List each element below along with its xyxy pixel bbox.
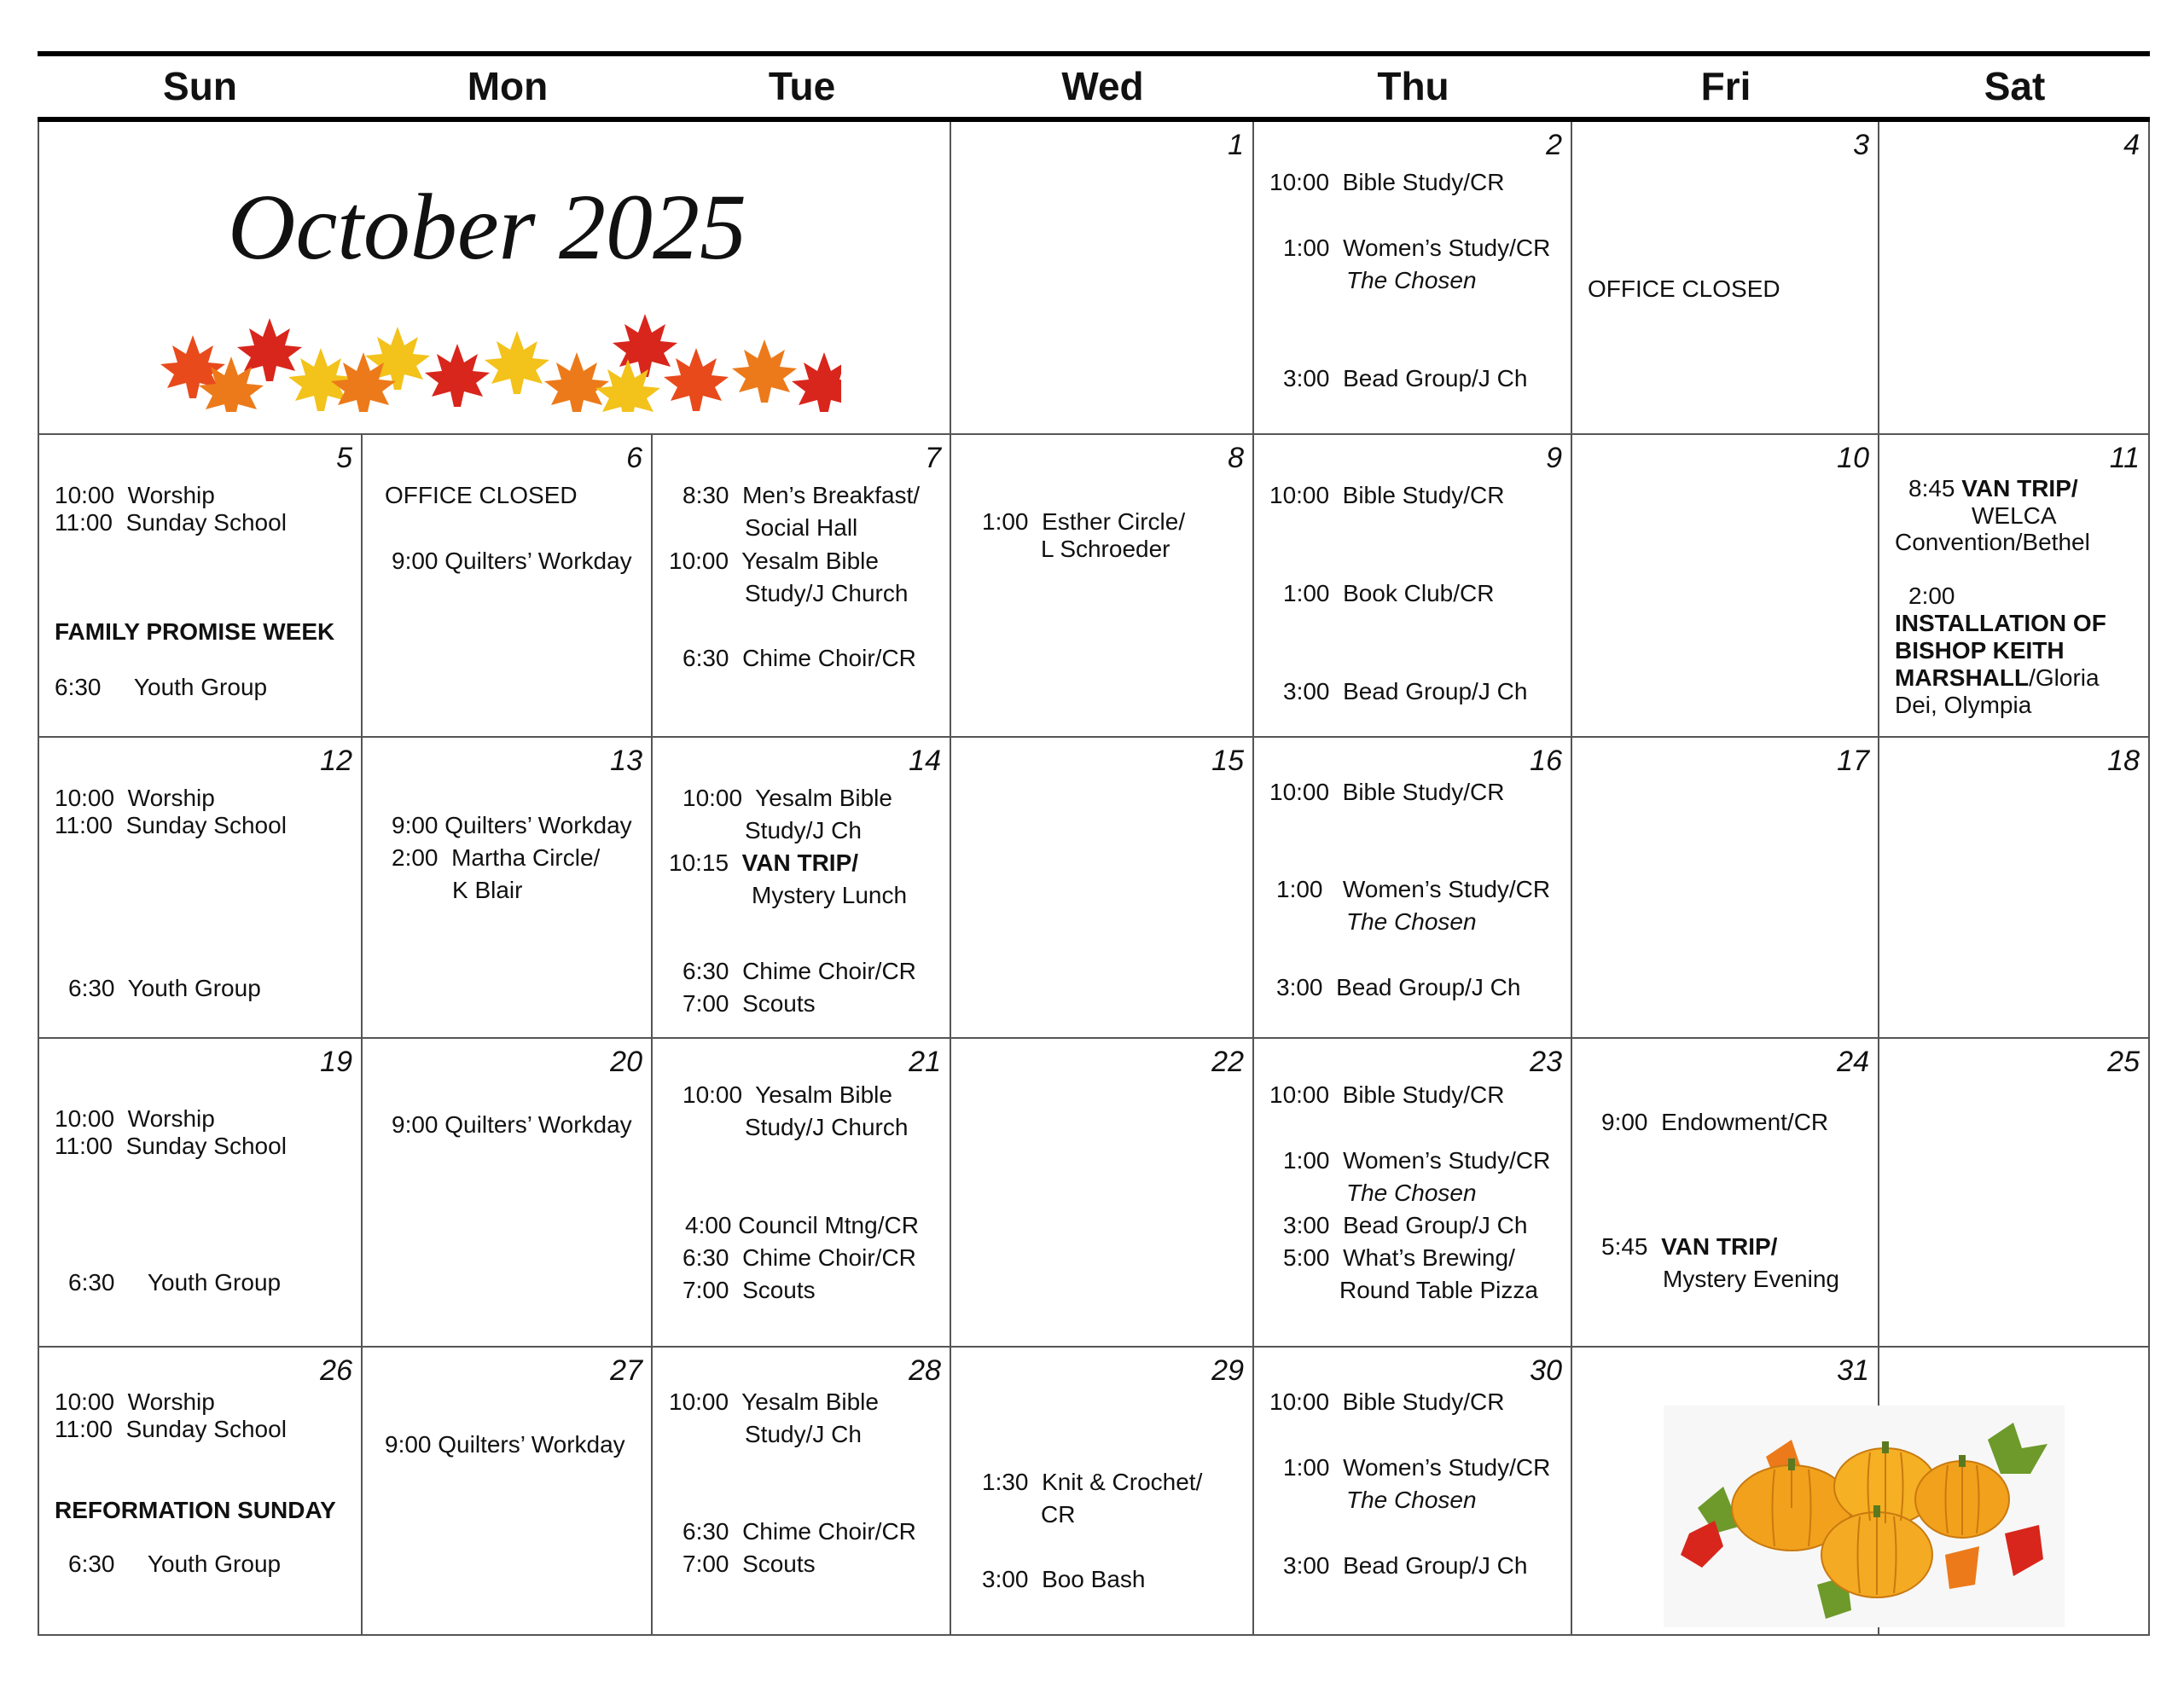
event: 10:00 Bible Study/CR bbox=[1269, 1081, 1505, 1108]
event: 1:00 Book Club/CR bbox=[1283, 580, 1495, 606]
day-number: 17 bbox=[1837, 745, 1869, 777]
event-highlight: BISHOP KEITH bbox=[1895, 637, 2065, 664]
event: 11:00 Sunday School bbox=[55, 509, 287, 536]
event: 3:00 Bead Group/J Ch bbox=[1276, 974, 1521, 1000]
day-number: 19 bbox=[320, 1046, 352, 1078]
event-cont: L Schroeder bbox=[1041, 536, 1170, 562]
event: 9:00 Quilters’ Workday bbox=[392, 1111, 632, 1138]
day-number: 12 bbox=[320, 745, 352, 777]
event: 3:00 Bead Group/J Ch bbox=[1283, 365, 1528, 391]
day-number: 2 bbox=[1546, 129, 1562, 161]
event: 10:00 Worship bbox=[55, 1105, 215, 1132]
event-cont: Study/J Ch bbox=[745, 817, 862, 844]
event: 5:45 VAN TRIP/ bbox=[1601, 1233, 1778, 1260]
weekday-fri: Fri bbox=[1700, 64, 1751, 108]
event: 10:00 Yesalm Bible bbox=[669, 1388, 879, 1415]
day-cell-24[interactable] bbox=[1572, 1039, 1879, 1348]
day-cell-9[interactable] bbox=[1254, 435, 1572, 738]
weekday-sun: Sun bbox=[163, 64, 237, 108]
day-cell-18[interactable] bbox=[1879, 738, 2150, 1039]
title-cell bbox=[38, 122, 951, 435]
day-number: 15 bbox=[1211, 745, 1244, 777]
event: 3:00 Bead Group/J Ch bbox=[1283, 678, 1528, 704]
event: 10:15 VAN TRIP/ bbox=[669, 849, 859, 876]
day-cell-17[interactable] bbox=[1572, 738, 1879, 1039]
event-note: The Chosen bbox=[1346, 908, 1477, 935]
event-highlight: FAMILY PROMISE WEEK bbox=[55, 618, 335, 645]
event: 7:00 Scouts bbox=[682, 1551, 816, 1577]
event: 1:00 Women’s Study/CR bbox=[1283, 1147, 1551, 1174]
event-note: The Chosen bbox=[1346, 1487, 1477, 1513]
day-number: 14 bbox=[909, 745, 941, 777]
day-number: 21 bbox=[909, 1046, 941, 1078]
day-number: 10 bbox=[1837, 442, 1869, 474]
day-number: 29 bbox=[1211, 1354, 1244, 1387]
day-cell-29[interactable] bbox=[951, 1348, 1254, 1636]
day-cell-16[interactable] bbox=[1254, 738, 1572, 1039]
event-cont: Mystery Lunch bbox=[752, 882, 908, 908]
event: 11:00 Sunday School bbox=[55, 1133, 287, 1159]
event-cont: Mystery Evening bbox=[1663, 1266, 1839, 1292]
event-highlight: REFORMATION SUNDAY bbox=[55, 1497, 336, 1523]
event-cont: MARSHALL/Gloria bbox=[1895, 664, 2100, 691]
event: 2:00 bbox=[1908, 583, 1955, 609]
event-cont: Study/J Church bbox=[745, 580, 909, 606]
event: 6:30 Youth Group bbox=[68, 975, 261, 1001]
day-number: 24 bbox=[1837, 1046, 1869, 1078]
weekday-sat: Sat bbox=[1984, 64, 2046, 108]
event-cont: Study/J Church bbox=[745, 1114, 909, 1140]
day-cell-26[interactable] bbox=[38, 1348, 363, 1636]
event-note: The Chosen bbox=[1346, 1180, 1477, 1206]
day-number: 4 bbox=[2123, 129, 2140, 161]
weekday-mon: Mon bbox=[467, 64, 549, 108]
day-number: 6 bbox=[626, 442, 642, 474]
day-cell-1[interactable] bbox=[951, 122, 1254, 435]
event: 7:00 Scouts bbox=[682, 1277, 816, 1303]
day-cell-2[interactable] bbox=[1254, 122, 1572, 435]
day-number: 27 bbox=[610, 1354, 642, 1387]
day-cell-13[interactable] bbox=[363, 738, 653, 1039]
event: 1:00 Women’s Study/CR bbox=[1283, 1454, 1551, 1481]
day-cell-15[interactable] bbox=[951, 738, 1254, 1039]
day-cell-5[interactable] bbox=[38, 435, 363, 738]
day-cell-14[interactable] bbox=[653, 738, 951, 1039]
day-number: 7 bbox=[925, 442, 941, 474]
day-cell-11[interactable] bbox=[1879, 435, 2150, 738]
day-cell-7[interactable] bbox=[653, 435, 951, 738]
day-number: 22 bbox=[1211, 1046, 1244, 1078]
day-cell-10[interactable] bbox=[1572, 435, 1879, 738]
day-cell-21[interactable] bbox=[653, 1039, 951, 1348]
day-cell-4[interactable] bbox=[1879, 122, 2150, 435]
day-number: 3 bbox=[1853, 129, 1869, 161]
day-number: 1 bbox=[1228, 129, 1244, 161]
event: 1:30 Knit & Crochet/ bbox=[982, 1469, 1203, 1495]
maple-leaves-icon bbox=[150, 301, 841, 412]
event: OFFICE CLOSED bbox=[385, 482, 578, 508]
event: 6:30 Youth Group bbox=[68, 1551, 282, 1577]
event: 6:30 Youth Group bbox=[68, 1269, 282, 1296]
event-cont: CR bbox=[1041, 1501, 1076, 1528]
event-cont: Round Table Pizza bbox=[1339, 1277, 1538, 1303]
day-cell-23[interactable] bbox=[1254, 1039, 1572, 1348]
day-cell-20[interactable] bbox=[363, 1039, 653, 1348]
day-number: 23 bbox=[1530, 1046, 1562, 1078]
day-number: 26 bbox=[320, 1354, 352, 1387]
event: 10:00 Yesalm Bible bbox=[682, 1081, 892, 1108]
calendar-title: October 2025 bbox=[228, 175, 746, 279]
day-number: 9 bbox=[1546, 442, 1562, 474]
day-number: 16 bbox=[1530, 745, 1562, 777]
event: 6:30 Chime Choir/CR bbox=[682, 1244, 916, 1271]
day-cell-6[interactable] bbox=[363, 435, 653, 738]
weekday-wed: Wed bbox=[1061, 64, 1144, 108]
day-number: 20 bbox=[610, 1046, 642, 1078]
event: 10:00 Yesalm Bible bbox=[682, 785, 892, 811]
event: 5:00 What’s Brewing/ bbox=[1283, 1244, 1515, 1271]
event-cont: K Blair bbox=[452, 877, 523, 903]
event: 6:30 Chime Choir/CR bbox=[682, 645, 916, 671]
event: 1:00 Women’s Study/CR bbox=[1283, 235, 1551, 261]
event: 10:00 Yesalm Bible bbox=[669, 548, 879, 574]
weekday-header bbox=[38, 56, 2150, 116]
event: 3:00 Bead Group/J Ch bbox=[1283, 1212, 1528, 1238]
day-number: 5 bbox=[336, 442, 352, 474]
event-highlight: INSTALLATION OF bbox=[1895, 610, 2106, 636]
event: 6:30 Youth Group bbox=[55, 674, 268, 700]
weekday-tue: Tue bbox=[768, 64, 836, 108]
day-number: 30 bbox=[1530, 1354, 1562, 1387]
event: 10:00 Bible Study/CR bbox=[1269, 779, 1505, 805]
event: 10:00 Bible Study/CR bbox=[1269, 169, 1505, 195]
event: 9:00 Quilters’ Workday bbox=[385, 1431, 625, 1458]
day-number: 13 bbox=[610, 745, 642, 777]
event: 10:00 Bible Study/CR bbox=[1269, 482, 1505, 508]
event: 7:00 Scouts bbox=[682, 990, 816, 1017]
event: 6:30 Chime Choir/CR bbox=[682, 1518, 916, 1545]
event-cont: Dei, Olympia bbox=[1895, 692, 2032, 718]
day-cell-3[interactable] bbox=[1572, 122, 1879, 435]
event-cont: Study/J Ch bbox=[745, 1421, 862, 1447]
day-cell-27[interactable] bbox=[363, 1348, 653, 1636]
day-cell-30[interactable] bbox=[1254, 1348, 1572, 1636]
event: 9:00 Quilters’ Workday bbox=[392, 548, 632, 574]
day-number: 18 bbox=[2107, 745, 2140, 777]
event: 11:00 Sunday School bbox=[55, 1416, 287, 1442]
event: 9:00 Endowment/CR bbox=[1601, 1109, 1829, 1135]
event: 4:00 Council Mtng/CR bbox=[685, 1212, 919, 1238]
event-cont: Social Hall bbox=[745, 514, 858, 541]
event: 10:00 Worship bbox=[55, 1388, 215, 1415]
event: OFFICE CLOSED bbox=[1588, 275, 1780, 302]
day-cell-28[interactable] bbox=[653, 1348, 951, 1636]
event: 8:45 VAN TRIP/ bbox=[1908, 475, 2078, 501]
event: 2:00 Martha Circle/ bbox=[392, 844, 601, 871]
day-cell-19[interactable] bbox=[38, 1039, 363, 1348]
day-cell-25[interactable] bbox=[1879, 1039, 2150, 1348]
day-number: 25 bbox=[2107, 1046, 2140, 1078]
event: 3:00 Boo Bash bbox=[982, 1566, 1146, 1592]
event: 10:00 Worship bbox=[55, 482, 215, 508]
event: 8:30 Men’s Breakfast/ bbox=[682, 482, 921, 508]
event: 11:00 Sunday School bbox=[55, 812, 287, 838]
pumpkins-icon bbox=[1664, 1406, 2065, 1627]
weekday-thu: Thu bbox=[1377, 64, 1449, 108]
event-cont: WELCA bbox=[1972, 502, 2057, 529]
event: 6:30 Chime Choir/CR bbox=[682, 958, 916, 984]
event: 9:00 Quilters’ Workday bbox=[392, 812, 632, 838]
day-cell-12[interactable] bbox=[38, 738, 363, 1039]
day-number: 11 bbox=[2109, 442, 2140, 474]
event: 1:00 Women’s Study/CR bbox=[1276, 876, 1551, 902]
event: 10:00 Worship bbox=[55, 785, 215, 811]
event: 10:00 Bible Study/CR bbox=[1269, 1388, 1505, 1415]
day-number: 28 bbox=[909, 1354, 941, 1387]
day-cell-8[interactable] bbox=[951, 435, 1254, 738]
day-cell-22[interactable] bbox=[951, 1039, 1254, 1348]
event: 1:00 Esther Circle/ bbox=[982, 508, 1186, 535]
day-number: 8 bbox=[1228, 442, 1244, 474]
event-cont: Convention/Bethel bbox=[1895, 529, 2090, 555]
day-number: 31 bbox=[1837, 1354, 1869, 1387]
event-note: The Chosen bbox=[1346, 267, 1477, 293]
event: 3:00 Bead Group/J Ch bbox=[1283, 1552, 1528, 1579]
